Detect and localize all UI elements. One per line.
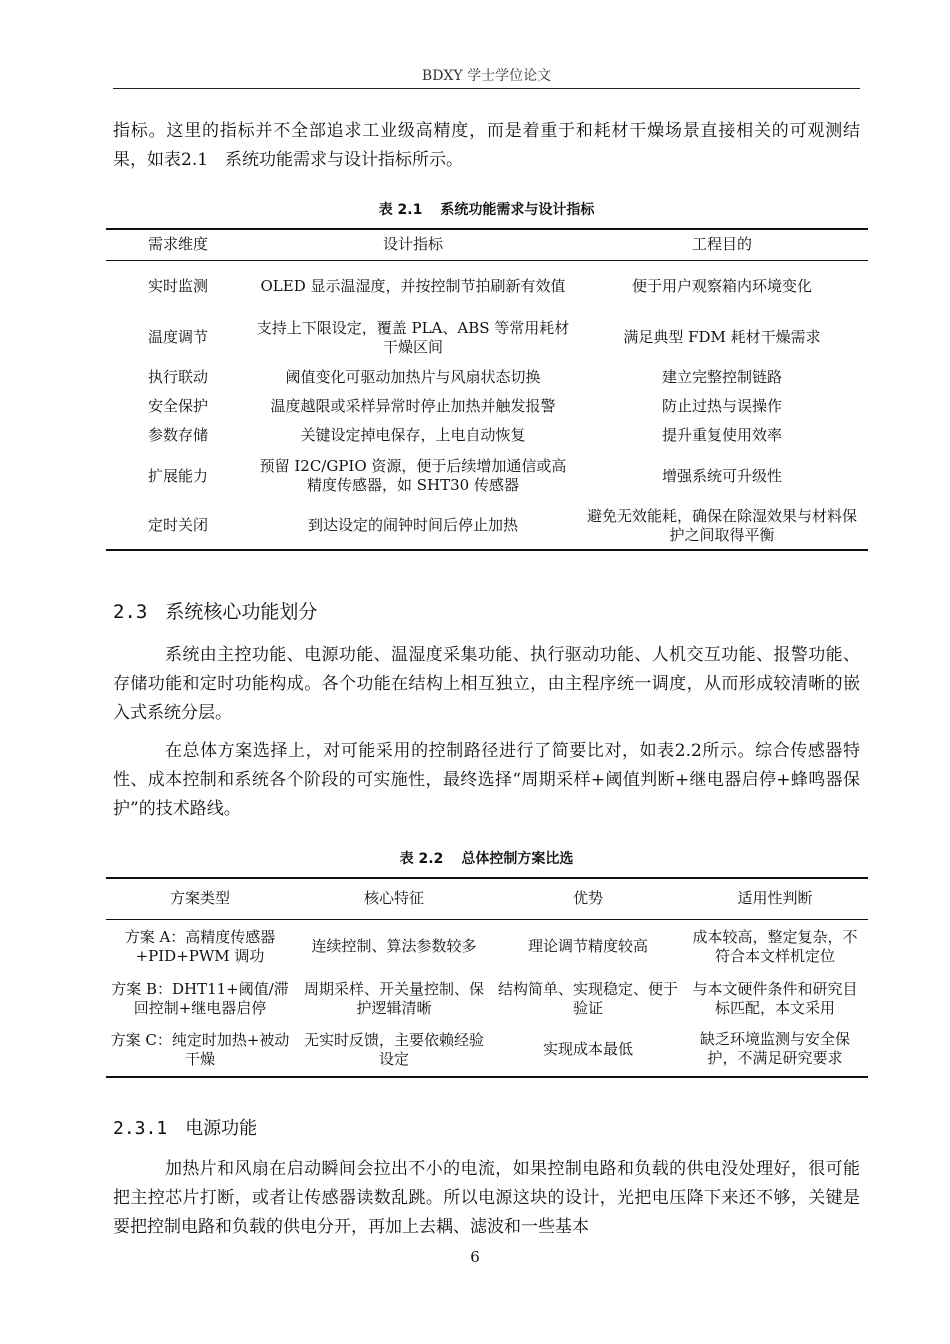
paragraph-scheme: 在总体方案选择上，对可能采用的控制路径进行了简要比对，如表2.2所示。综合传感器特性、成本控制和系统各个阶段的可实施性，最终选择“周期采样+阈值判断+继电器启停+蜂鸣器保护”的技术路线。 [113, 741, 860, 819]
table-cell: 温度越限或采样异常时停止加热并触发报警 [270, 397, 556, 415]
table-cell: 执行联动 [147, 367, 208, 386]
caption-title: 系统功能需求与设计指标 [440, 202, 595, 218]
table-row [106, 919, 868, 974]
table-row [106, 362, 868, 392]
requirements-table [106, 228, 868, 551]
table-cell: 关键设定掉电保存，上电自动恢复 [300, 426, 526, 444]
table-row [106, 502, 868, 550]
table-row [106, 392, 868, 421]
column-header: 需求维度 [106, 229, 250, 260]
table-cell: 满足典型 FDM 耗材干燥需求 [623, 328, 821, 346]
table-cell: 实时监测 [147, 277, 208, 296]
section-title: 电源功能 [185, 1118, 258, 1139]
table-row [106, 313, 868, 362]
caption-number: 表 2.1 [378, 202, 423, 218]
scheme-comparison-table [106, 877, 868, 1078]
section-number: 2.3.1 [113, 1118, 168, 1139]
column-header: 工程目的 [576, 229, 868, 260]
paragraph-functions: 系统由主控功能、电源功能、温湿度采集功能、执行驱动功能、人机交互功能、报警功能、存储功能和定时功能构成。各个功能在结构上相互独立，由主程序统一调度，从而形成较清晰的嵌入式系统分层。 [113, 645, 860, 723]
page-number: 6 [470, 1248, 480, 1266]
table-cell: 到达设定的闹钟时间后停止加热 [250, 502, 576, 550]
table-cell: 连续控制、算法参数较多 [311, 937, 477, 955]
table-cell: 方案 A：高精度传感器+PID+PWM 调功 [124, 927, 276, 965]
table-cell: 结构简单、实现稳定、便于验证 [498, 979, 678, 1017]
table-row [106, 421, 868, 450]
column-header: 方案类型 [106, 878, 294, 919]
table-cell: 温度调节 [147, 328, 208, 346]
table-cell: 理论调节精度较高 [527, 937, 648, 955]
table-cell: 实现成本最低 [542, 1040, 633, 1058]
table-cell: 增强系统可升级性 [661, 466, 782, 485]
table-cell: 避免无效能耗，确保在除湿效果与材料保护之间取得平衡 [576, 502, 868, 550]
table-cell: 与本文硬件条件和研究目标匹配，本文采用 [692, 979, 858, 1017]
table-cell: 周期采样、开关量控制、保护逻辑清晰 [303, 979, 484, 1017]
column-header: 核心特征 [294, 878, 494, 919]
table-cell: 定时关闭 [106, 502, 250, 550]
paragraph-intro: 指标。这里的指标并不全部追求工业级高精度，而是着重于和耗材干燥场景直接相关的可观测结果，如表2.1 系统功能需求与设计指标所示。 [113, 121, 860, 170]
table-cell: 方案 C：纯定时加热+被动干燥 [110, 1030, 290, 1068]
paragraph-power: 加热片和风扇在启动瞬间会拉出不小的电流，如果控制电路和负载的供电没处理好，很可能把主控芯片打断，或者让传感器读数乱跳。所以电源这块的设计，光把电压降下来还不够，关键是要把控制电路和负载的供电分开，再加上去耦、滤波和一些基本 [113, 1159, 860, 1237]
table-row [106, 260, 868, 313]
section-heading-2-3 [113, 599, 317, 625]
table-cell: 防止过热与误操作 [661, 397, 782, 415]
caption-title: 总体控制方案比选 [461, 851, 574, 867]
table-row [106, 450, 868, 502]
table-cell: 支持上下限设定，覆盖 PLA、ABS 等常用耗材干燥区间 [256, 318, 570, 356]
table-row [106, 974, 868, 1024]
column-header: 适用性判断 [682, 878, 868, 919]
table-caption-2-1 [113, 199, 860, 219]
table-row [106, 1024, 868, 1077]
table-cell: 便于用户观察箱内环境变化 [631, 277, 812, 296]
table-cell: 预留 I2C/GPIO 资源，便于后续增加通信或高精度传感器，如 SHT30 传感器 [259, 457, 567, 494]
section-number: 2.3 [113, 601, 148, 623]
table-caption-2-2 [113, 848, 860, 868]
table-cell: 无实时反馈，主要依赖经验设定 [303, 1030, 484, 1068]
column-header: 设计指标 [250, 229, 576, 260]
table-cell: 参数存储 [147, 426, 208, 444]
table-cell: 阈值变化可驱动加热片与风扇状态切换 [285, 367, 541, 386]
table-cell: 缺乏环境监测与安全保护，不满足研究要求 [699, 1029, 850, 1067]
table-cell: 安全保护 [147, 397, 208, 415]
table-cell: 扩展能力 [147, 466, 208, 485]
table-cell: 提升重复使用效率 [661, 426, 782, 444]
table-cell: 成本较高，整定复杂，不符合本文样机定位 [692, 927, 858, 965]
table-cell: 方案 B：DHT11+阈值/滞回控制+继电器启停 [111, 979, 289, 1017]
caption-number: 表 2.2 [399, 851, 444, 867]
table-cell: OLED 显示温湿度，并按控制节拍刷新有效值 [260, 277, 566, 296]
table-cell: 建立完整控制链路 [661, 367, 782, 386]
running-header: BDXY 学士学位论文 [113, 64, 860, 89]
column-header: 优势 [494, 878, 682, 919]
section-heading-2-3-1 [113, 1116, 257, 1141]
section-title: 系统核心功能划分 [165, 601, 318, 623]
